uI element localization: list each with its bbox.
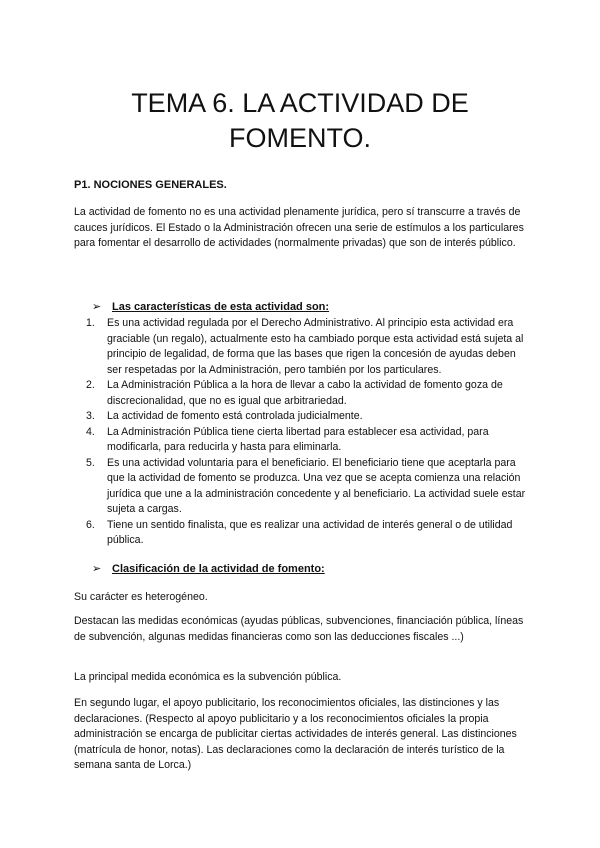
classification-paragraph-1: Su carácter es heterogéneo. [74,591,208,603]
title-line-1: TEMA 6. LA ACTIVIDAD DE [131,88,469,118]
list-item [86,316,532,378]
list-item-number: 5. [86,456,95,469]
arrow-bullet-icon: ➢ [92,563,102,575]
classification-paragraph-2: Destacan las medidas económicas (ayudas públicas, subvenciones, financiación pública, líneas de subvención, algunas medidas financieras como son las deducciones fiscales ...) [74,615,524,643]
list-item-number: 3. [86,410,95,422]
classification-paragraph-4: En segundo lugar, el apoyo publicitario, los reconocimientos oficiales, las distinciones y las declaraciones. (Respecto al apoyo publicitario y a los reconocimientos oficiales la propia administración se encarga de publicitar ciertas actividades de interés general. Las distinciones (matrícula de honor, notas). Las declaraciones como la declaración de interés turístico de la semana santa de Lorca.) [74,697,517,771]
list-item-text: Es una actividad regulada por el Derecho Administrativo. Al principio esta actividad era graciable (un regalo), actualmente esto ha cambiado porque esta actividad está sujeta al principio de legalidad, de forma que las bases que rigen la concesión de ayudas deben ser respetadas por la Administración, pero también por los particulares. [107,317,524,376]
characteristics-heading-text: Las características de esta actividad son: [112,301,330,313]
list-item-text: La Administración Pública tiene cierta libertad para establecer esa actividad, para modificarla, para reducirla y hasta para eliminarla. [107,425,489,453]
list-item-number: 6. [86,518,95,531]
classification-heading [92,562,325,575]
list-item [86,425,532,456]
list-item [86,518,532,549]
page-title [0,86,600,156]
section-heading: P1. NOCIONES GENERALES. [74,179,227,191]
list-item [86,456,532,518]
list-item-text: La actividad de fomento está controlada judicialmente. [107,410,363,422]
list-item-number: 4. [86,425,95,438]
list-item-text: Es una actividad voluntaria para el beneficiario. El beneficiario tiene que aceptarla para que la actividad de fomento se produzca. Una vez que se acepta comienza una relación jurídica que une a la administración concedente y al beneficiario. La actividad suele estar sujeta a cargas. [107,456,526,515]
title-line-2: FOMENTO. [228,123,371,153]
list-item-number: 2. [86,379,95,391]
classification-heading-text: Clasificación de la actividad de fomento: [112,563,325,575]
intro-paragraph: La actividad de fomento no es una actividad plenamente jurídica, pero sí transcurre a través de cauces jurídicos. El Estado o la Administración ofrecen una serie de estímulos a los particulares para fomentar el desarrollo de actividades (normalmente privadas) que son de interés público. [74,206,524,249]
list-item-text: Tiene un sentido finalista, que es realizar una actividad de interés general o de utilidad pública. [107,518,513,546]
list-item-number: 1. [86,317,95,329]
list-item [86,409,532,425]
classification-paragraph-3: La principal medida económica es la subvención pública. [74,671,342,683]
list-item-text: La Administración Pública a la hora de llevar a cabo la actividad de fomento goza de discrecionalidad, que no es igual que arbitrariedad. [107,379,503,407]
arrow-bullet-icon: ➢ [92,301,102,313]
list-item [86,378,532,409]
characteristics-list [86,316,532,549]
characteristics-heading [92,300,329,313]
